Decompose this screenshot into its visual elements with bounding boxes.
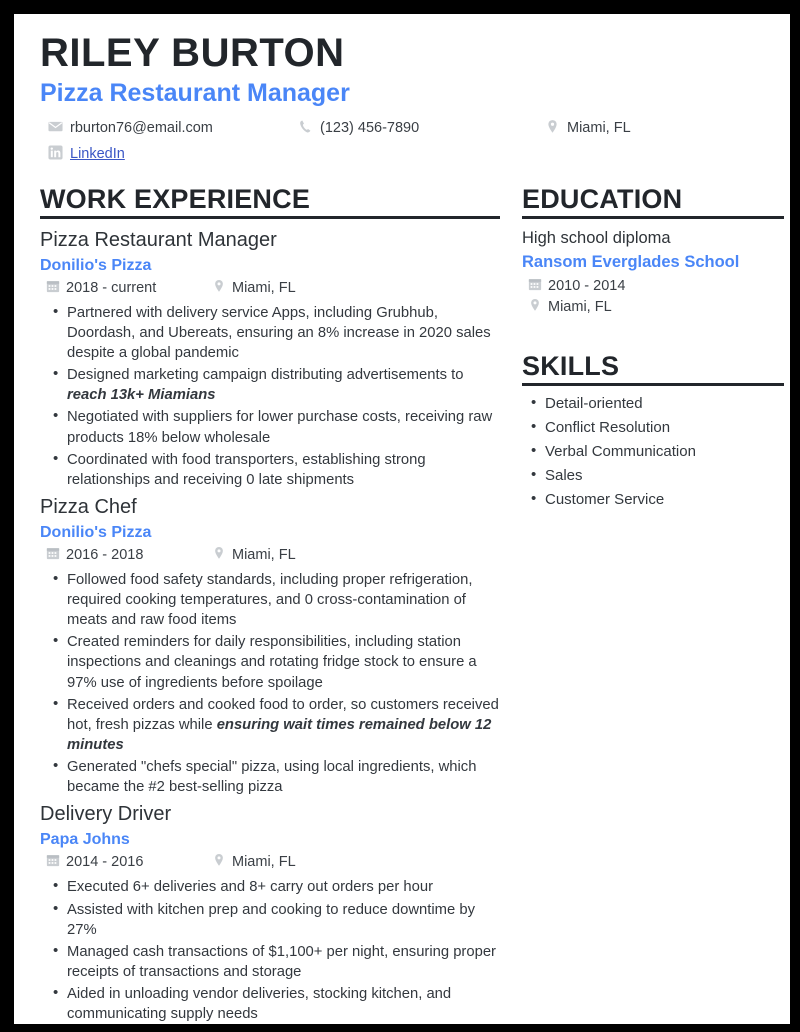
bullet-item: • Followed food safety standards, including proper refrigeration, required cooking temperatures, and 0 cross-contamination of meats and raw food items <box>40 570 500 630</box>
contact-location-text: Miami, FL <box>567 120 631 136</box>
work-entry-meta <box>40 279 500 301</box>
skills-rule <box>522 383 784 386</box>
work-entry-location <box>212 853 296 871</box>
work-entry-dates <box>46 853 143 871</box>
bullet-item: • Received orders and cooked food to order, so customers received hot, fresh pizzas while ensuring wait times remained below 12 minutes <box>40 695 500 755</box>
education-rule <box>522 216 784 219</box>
calendar-icon <box>46 546 60 564</box>
bullet-item: • Assisted with kitchen prep and cooking to reduce downtime by 27% <box>40 900 500 940</box>
work-entry-title: Pizza Chef <box>40 495 137 518</box>
education-dates <box>528 277 784 295</box>
work-entry-title: Pizza Restaurant Manager <box>40 228 277 251</box>
bullet-item: • Aided in unloading vendor deliveries, stocking kitchen, and communicating supply needs <box>40 984 500 1024</box>
skill-item: • Sales <box>522 466 784 486</box>
work-entry-bullets <box>40 303 500 490</box>
bullet-item: • Negotiated with suppliers for lower purchase costs, receiving raw products 18% below wholesale <box>40 407 500 447</box>
bullet-item: • Created reminders for daily responsibilities, including station inspections and cleanings and rotating fridge stock to ensure a 97% use of ingredients before spoilage <box>40 632 500 692</box>
contact-info <box>40 119 764 171</box>
skills-section <box>522 352 784 510</box>
contact-phone-text: (123) 456-7890 <box>320 120 420 136</box>
right-column <box>522 185 784 1025</box>
work-entry <box>40 801 500 1024</box>
skills-list <box>522 394 784 510</box>
resume-header <box>40 32 764 171</box>
contact-linkedin[interactable] <box>48 145 125 164</box>
calendar-icon <box>46 279 60 297</box>
work-entry-location-text: Miami, FL <box>232 854 296 871</box>
candidate-name: RILEY BURTON <box>40 31 345 75</box>
calendar-icon <box>528 277 542 295</box>
work-entry-title: Delivery Driver <box>40 803 172 826</box>
work-entry-location <box>212 546 296 564</box>
resume-page <box>14 14 790 1024</box>
work-entry-dates-text: 2014 - 2016 <box>66 854 144 871</box>
map-pin-icon <box>212 853 226 871</box>
contact-linkedin-link[interactable]: LinkedIn <box>70 146 125 162</box>
contact-location <box>545 119 631 138</box>
work-experience-list <box>40 227 500 1024</box>
bullet-item: • Coordinated with food transporters, establishing strong relationships and receiving 0 late shipments <box>40 450 500 490</box>
contact-email-text: rburton76@email.com <box>70 120 213 136</box>
work-entry-location-text: Miami, FL <box>232 547 296 564</box>
work-entry <box>40 227 500 490</box>
bullet-item: • Managed cash transactions of $1,100+ per night, ensuring proper receipts of transactions and storage <box>40 942 500 982</box>
map-pin-icon <box>528 298 542 316</box>
contact-phone[interactable] <box>298 119 419 138</box>
work-entry-organization: Papa Johns <box>40 831 130 849</box>
work-experience-heading: WORK EXPERIENCE <box>40 183 311 214</box>
bullet-emphasis: ensuring wait times remained below 12 minutes <box>67 716 492 753</box>
bullet-item: • Executed 6+ deliveries and 8+ carry out orders per hour <box>40 877 500 897</box>
work-entry-bullets <box>40 570 500 797</box>
bullet-item: • Generated "chefs special" pizza, using local ingredients, which became the #2 best-selling pizza <box>40 757 500 797</box>
map-pin-icon <box>212 546 226 564</box>
skill-item: • Conflict Resolution <box>522 418 784 438</box>
phone-icon <box>298 119 313 138</box>
education-school: Ransom Everglades School <box>522 252 740 271</box>
education-degree: High school diploma <box>522 228 671 247</box>
work-entry-location <box>212 279 296 297</box>
education-location <box>528 298 784 316</box>
candidate-job-title: Pizza Restaurant Manager <box>40 79 350 107</box>
skill-item: • Detail-oriented <box>522 394 784 414</box>
work-entry <box>40 494 500 797</box>
bullet-item: • Partnered with delivery service Apps, including Grubhub, Doordash, and Ubereats, ensuring an 8% increase in 2020 sales despite a global pandemic <box>40 303 500 363</box>
left-column <box>40 185 500 1025</box>
linkedin-icon <box>48 145 63 164</box>
work-experience-rule <box>40 216 500 219</box>
column-gap <box>500 185 522 1025</box>
resume-body <box>40 185 764 1025</box>
work-entry-dates-text: 2018 - current <box>66 279 157 296</box>
work-entry-dates-text: 2016 - 2018 <box>66 547 144 564</box>
work-entry-meta <box>40 853 500 875</box>
work-entry-dates <box>46 546 143 564</box>
education-section <box>522 185 784 316</box>
calendar-icon <box>46 853 60 871</box>
skills-heading: SKILLS <box>522 350 620 381</box>
education-dates-text: 2010 - 2014 <box>548 277 626 294</box>
skill-item: • Verbal Communication <box>522 442 784 462</box>
bullet-emphasis: reach 13k+ Miamians <box>67 387 216 404</box>
skill-item: • Customer Service <box>522 490 784 510</box>
work-entry-bullets <box>40 877 500 1024</box>
work-entry-organization: Donilio's Pizza <box>40 523 152 541</box>
education-heading: EDUCATION <box>522 183 683 214</box>
map-pin-icon <box>212 279 226 297</box>
work-entry-organization: Donilio's Pizza <box>40 256 152 274</box>
work-entry-location-text: Miami, FL <box>232 279 296 296</box>
contact-email[interactable] <box>48 119 213 138</box>
education-location-text: Miami, FL <box>548 298 612 315</box>
work-entry-meta <box>40 546 500 568</box>
work-entry-dates <box>46 279 156 297</box>
envelope-icon <box>48 119 63 138</box>
map-pin-icon <box>545 119 560 138</box>
bullet-item: • Designed marketing campaign distributing advertisements to reach 13k+ Miamians <box>40 365 500 405</box>
